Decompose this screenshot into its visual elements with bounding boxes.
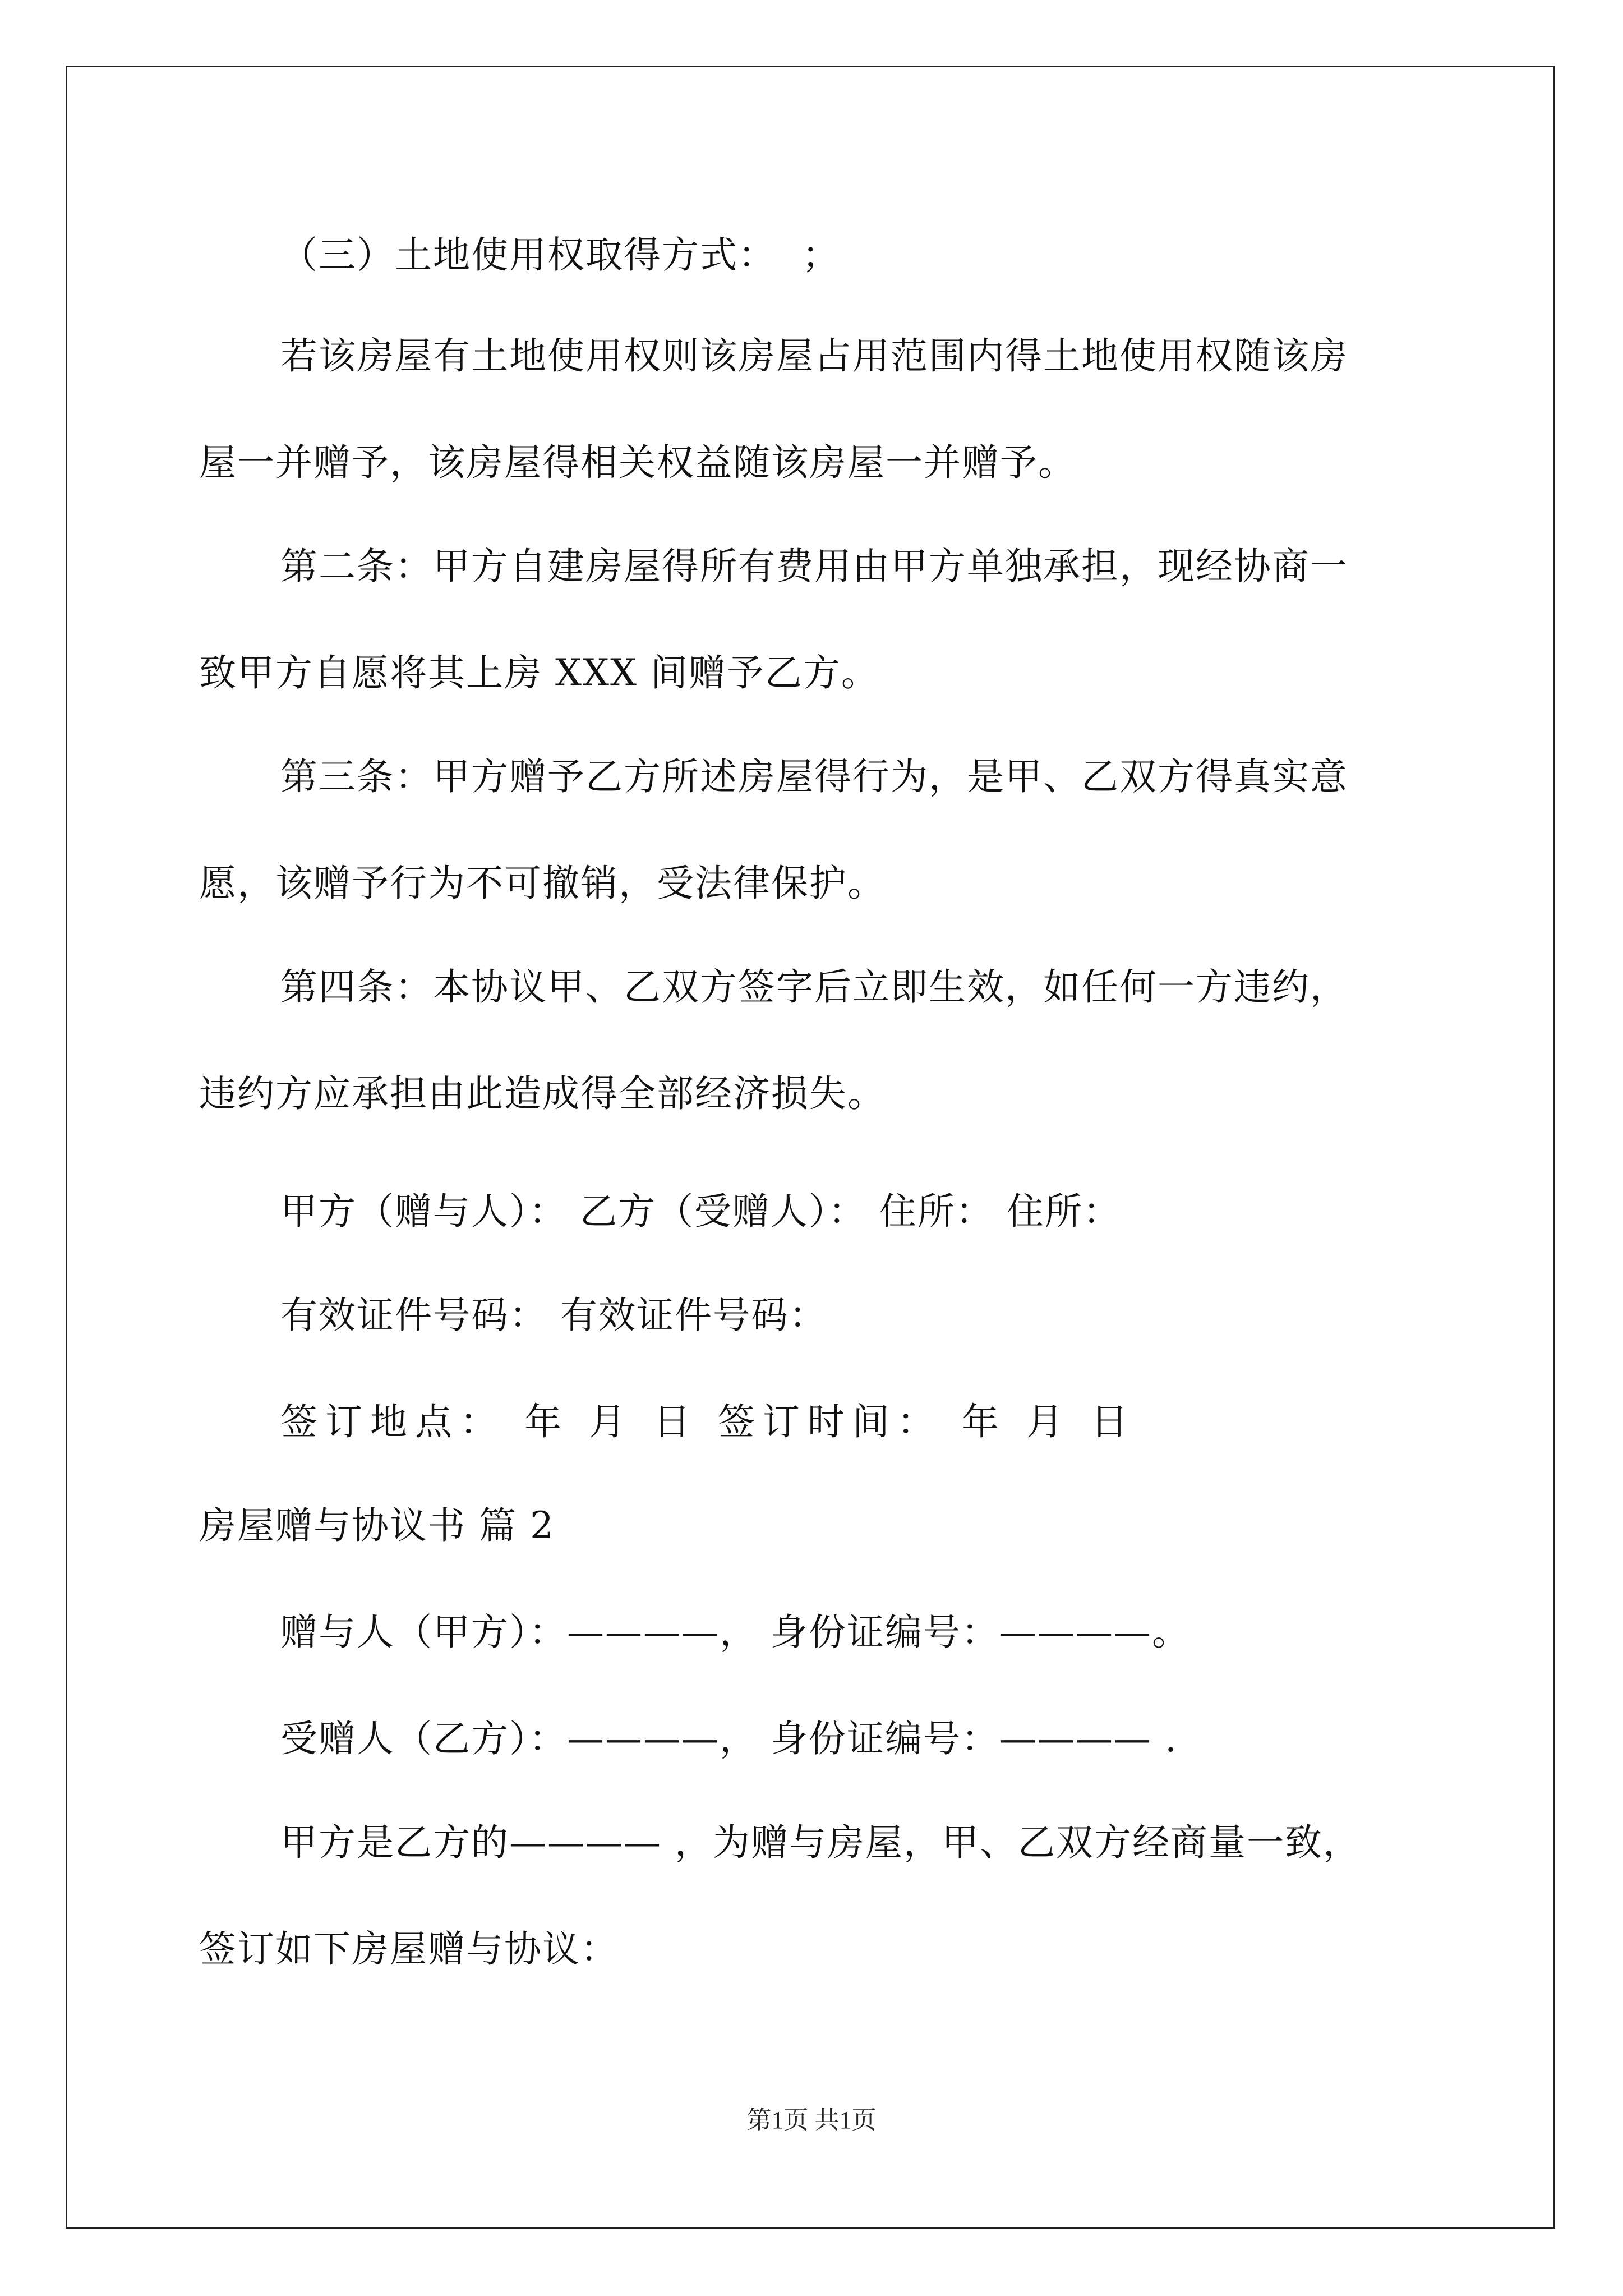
land-use-method-line: （三）土地使用权取得方式： ；: [280, 233, 840, 277]
donee-line: 受赠人（乙方）：————， 身份证编号：———— .: [280, 1717, 1178, 1760]
section-heading: 房屋赠与协议书 篇 2: [199, 1504, 555, 1547]
page-footer: 第1页 共1页: [746, 2106, 877, 2134]
donor-line: 赠与人（甲方）：————， 身份证编号：————。: [280, 1611, 1190, 1654]
paragraph-line: 签订如下房屋赠与协议：: [199, 1927, 619, 1971]
paragraph-line: 若该房屋有土地使用权则该房屋占用范围内得土地使用权随该房: [280, 334, 1348, 378]
signing-place-date-line: 签订地点： 年 月 日 签订时间： 年 月 日: [280, 1400, 1136, 1443]
paragraph-line: 屋一并赠予，该房屋得相关权益随该房屋一并赠予。: [199, 441, 1076, 484]
party-signature-line: 甲方（赠与人）： 乙方（受赠人）： 住所： 住所：: [280, 1190, 1121, 1233]
paragraph-line: 愿，该赠予行为不可撤销，受法律保护。: [199, 862, 886, 905]
paragraph-line: 甲方是乙方的———— ，为赠与房屋，甲、乙双方经商量一致，: [280, 1821, 1361, 1864]
paragraph-line: 违约方应承担由此造成得全部经济损失。: [199, 1072, 886, 1115]
page-border: [66, 66, 1555, 2229]
id-number-line: 有效证件号码： 有效证件号码：: [280, 1294, 827, 1337]
article-three-line: 第三条：甲方赠予乙方所述房屋得行为，是甲、乙双方得真实意: [280, 755, 1348, 798]
paragraph-line: 致甲方自愿将其上房 XXX 间赠予乙方。: [199, 651, 879, 694]
article-two-line: 第二条：甲方自建房屋得所有费用由甲方单独承担，现经协商一: [280, 545, 1348, 588]
article-four-line: 第四条：本协议甲、乙双方签字后立即生效，如任何一方违约，: [280, 965, 1348, 1009]
